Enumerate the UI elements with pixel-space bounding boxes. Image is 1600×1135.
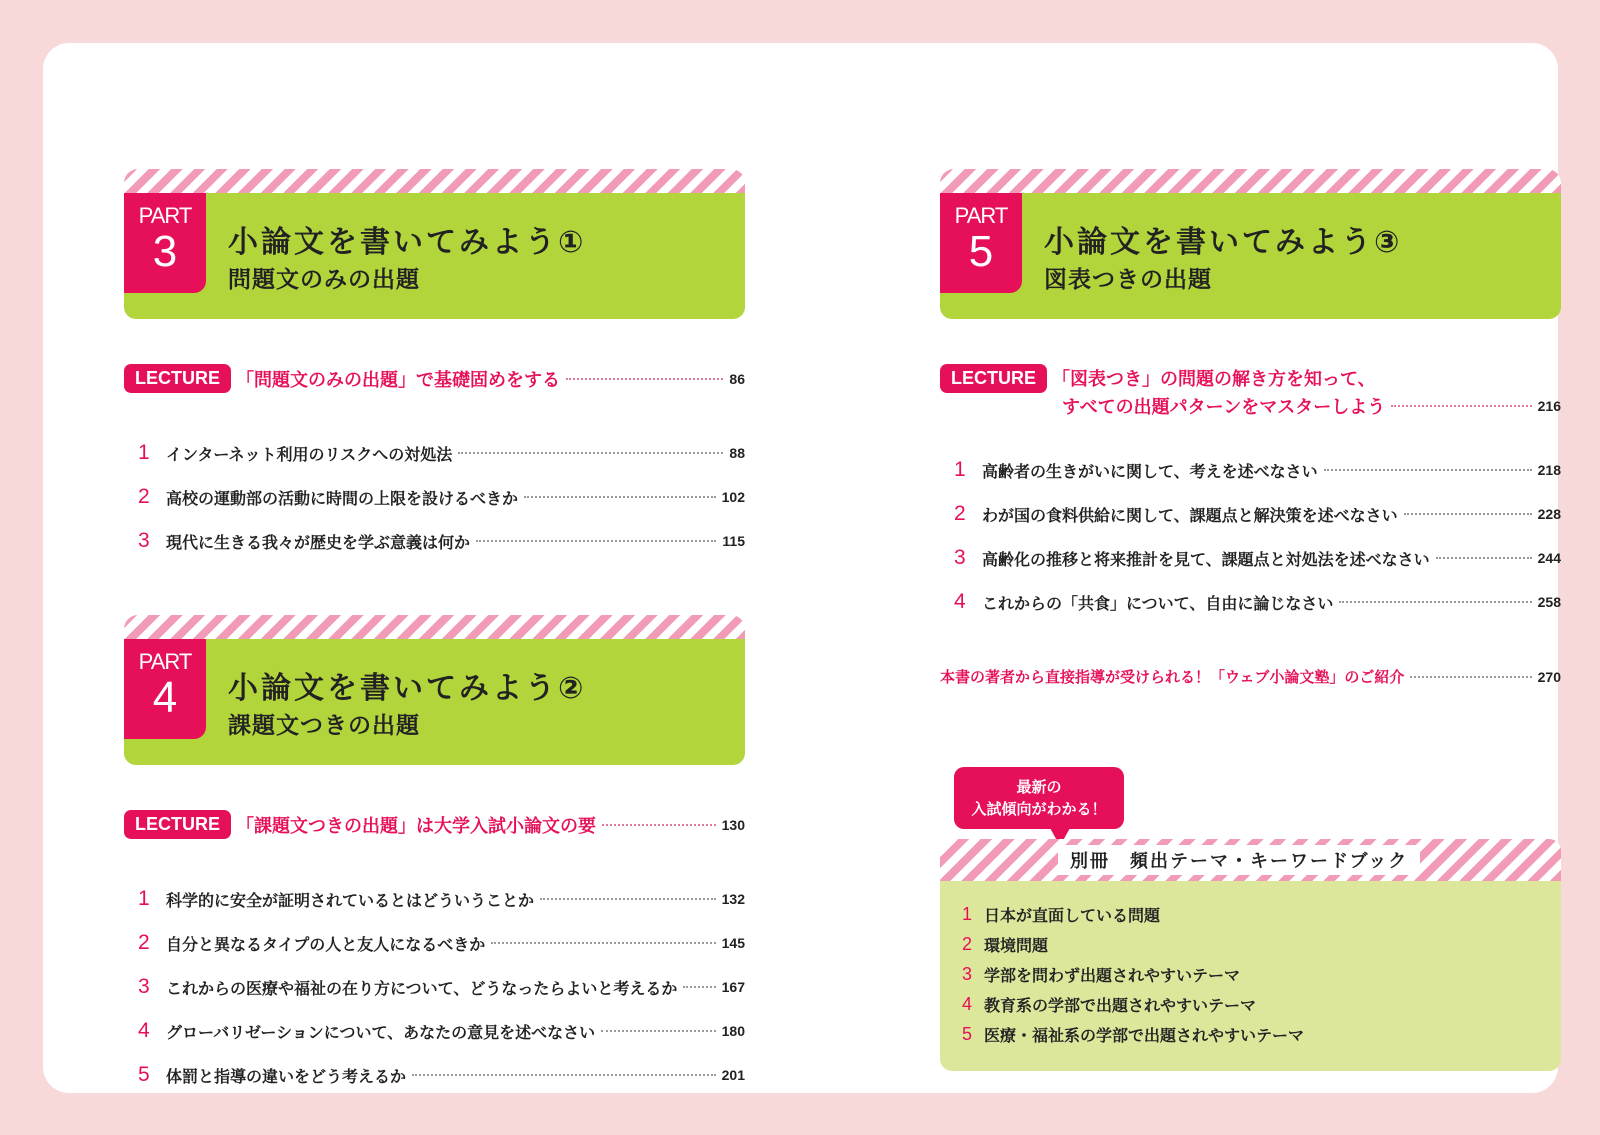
item-number: 1 (138, 441, 150, 464)
lecture-entry[interactable] (124, 810, 745, 839)
part-title: 小論文を書いてみよう③ (1044, 225, 1403, 260)
promo-title: 本書の著者から直接指導が受けられる！「ウェブ小論文塾」のご紹介 (940, 668, 1405, 686)
lecture-badge: LECTURE (124, 810, 231, 839)
item-title: 医療・福祉系の学部で出題されやすいテーマ (984, 1025, 1305, 1045)
striped-band (124, 615, 745, 641)
dotted-leader (524, 496, 716, 498)
part-number: 5 (968, 227, 994, 276)
dotted-leader (601, 1030, 716, 1032)
striped-band (124, 169, 745, 195)
item-number: 4 (962, 993, 973, 1014)
page-number: 102 (721, 489, 745, 505)
book-item[interactable] (940, 959, 1561, 989)
part-tab (124, 639, 206, 739)
item-number: 5 (138, 1063, 150, 1086)
toc-item[interactable] (124, 1009, 745, 1053)
part-tab (124, 193, 206, 293)
page-number: 167 (721, 979, 745, 995)
item-number: 5 (962, 1023, 973, 1044)
item-number: 3 (138, 529, 150, 552)
item-number: 3 (962, 963, 973, 984)
lecture-line (1052, 364, 1561, 392)
book-item[interactable] (940, 1019, 1561, 1049)
item-title: 現代に生きる我々が歴史を学ぶ意義は何か (166, 532, 471, 552)
promo-entry[interactable] (940, 666, 1561, 687)
item-title: これからの「共食」について、自由に論じなさい (982, 593, 1334, 613)
spacer (124, 563, 745, 615)
part-subtitle: 課題文つきの出題 (228, 713, 420, 739)
item-number: 1 (954, 458, 966, 481)
item-title: 自分と異なるタイプの人と友人になるべきか (166, 934, 486, 954)
part-title: 小論文を書いてみよう② (228, 671, 587, 706)
striped-band (940, 169, 1561, 195)
page-number: 216 (1537, 398, 1561, 414)
lecture-title: 「課題文つきの出題」は大学入試小論文の要 (236, 815, 596, 837)
toc-item[interactable] (124, 519, 745, 563)
toc-item[interactable] (124, 475, 745, 519)
lecture-title-line1: 「図表つき」の問題の解き方を知って、 (1052, 369, 1376, 390)
part-subtitle: 問題文のみの出題 (228, 267, 420, 293)
toc-item[interactable] (124, 921, 745, 965)
item-title: 教育系の学部で出題されやすいテーマ (984, 995, 1257, 1015)
book-item[interactable] (940, 989, 1561, 1019)
part4-header (124, 615, 745, 765)
item-title: インターネット利用のリスクへの対処法 (166, 444, 453, 464)
dotted-leader (491, 942, 715, 944)
right-column (940, 169, 1561, 1045)
lecture-line (1052, 392, 1561, 420)
item-title: 体罰と指導の違いをどう考えるか (166, 1066, 407, 1086)
supplement-book-box (940, 839, 1561, 1071)
item-number: 2 (138, 931, 150, 954)
item-title: わが国の食料供給に関して、課題点と解決策を述べなさい (982, 505, 1398, 525)
dotted-leader (566, 378, 723, 380)
part-label: PART (954, 203, 1008, 228)
page-number: 132 (721, 891, 745, 907)
page-number: 270 (1537, 668, 1561, 685)
item-title: 高校の運動部の活動に時間の上限を設けるべきか (166, 488, 519, 508)
toc-item[interactable] (124, 431, 745, 475)
item-title: グローバリゼーションについて、あなたの意見を述べなさい (166, 1022, 596, 1042)
item-number: 2 (962, 933, 973, 954)
part-label: PART (138, 203, 192, 228)
page-number: 258 (1537, 594, 1561, 610)
part-number: 3 (152, 227, 178, 276)
item-title: 日本が直面している問題 (984, 905, 1161, 925)
page-number: 86 (729, 370, 745, 387)
part-label: PART (138, 649, 192, 674)
lecture-entry[interactable] (124, 364, 745, 393)
part3-header (124, 169, 745, 319)
toc-item[interactable] (940, 536, 1561, 580)
speech-bubble (954, 767, 1124, 829)
page-number: 130 (721, 816, 745, 833)
item-number: 2 (138, 485, 150, 508)
item-title: 高齢者の生きがいに関して、考えを述べなさい (982, 461, 1318, 481)
toc-item[interactable] (124, 965, 745, 1009)
dotted-leader (458, 452, 723, 454)
dotted-leader (1404, 513, 1532, 515)
item-title: 学部を問わず出題されやすいテーマ (984, 965, 1241, 985)
toc-item[interactable] (940, 492, 1561, 536)
lecture-entry[interactable] (940, 364, 1561, 420)
dotted-leader (540, 898, 716, 900)
item-number: 4 (954, 590, 966, 613)
bubble-line1: 最新の (1016, 778, 1062, 796)
item-title: 環境問題 (984, 935, 1049, 955)
item-number: 3 (954, 546, 966, 569)
dotted-leader (1339, 601, 1531, 603)
page-number: 88 (729, 445, 745, 461)
item-title: これからの医療や福祉の在り方について、どうなったらよいと考えるか (166, 978, 678, 998)
page-number: 244 (1537, 550, 1561, 566)
item-title: 科学的に安全が証明されているとはどういうことか (166, 890, 535, 910)
toc-item[interactable] (124, 877, 745, 921)
part-tab (940, 193, 1022, 293)
toc-item[interactable] (124, 1053, 745, 1097)
part-subtitle: 図表つきの出題 (1044, 267, 1212, 293)
page-number: 180 (721, 1023, 745, 1039)
item-number: 1 (138, 887, 150, 910)
page-number: 201 (721, 1067, 745, 1083)
part5-header (940, 169, 1561, 319)
item-title: 高齢化の推移と将来推計を見て、課題点と対処法を述べなさい (982, 549, 1430, 569)
book-item[interactable] (940, 899, 1561, 929)
page-number: 115 (722, 533, 745, 549)
lecture-lines (1052, 364, 1561, 420)
page-number: 218 (1537, 462, 1561, 478)
left-column (124, 169, 745, 1097)
part-number: 4 (152, 673, 178, 722)
part-title: 小論文を書いてみよう① (228, 225, 587, 260)
striped-band (940, 839, 1561, 881)
toc-page (43, 43, 1561, 1093)
dotted-leader (1324, 469, 1532, 471)
item-number: 3 (138, 975, 150, 998)
dotted-leader (683, 986, 715, 988)
lecture-badge: LECTURE (124, 364, 231, 393)
dotted-leader (1436, 557, 1532, 559)
lecture-badge: LECTURE (940, 364, 1047, 393)
dotted-leader (1410, 676, 1531, 678)
dotted-leader (1391, 405, 1531, 407)
dotted-leader (412, 1074, 716, 1076)
lecture-title: 「問題文のみの出題」で基礎固めをする (236, 369, 560, 391)
page-number: 145 (721, 935, 745, 951)
toc-item[interactable] (940, 580, 1561, 624)
bubble-line2: 入試傾向がわかる！ (971, 800, 1107, 818)
toc-item[interactable] (940, 448, 1561, 492)
book-title: 別冊 頻出テーマ・キーワードブック (1058, 845, 1420, 875)
item-number: 2 (954, 502, 966, 525)
item-number: 4 (138, 1019, 150, 1042)
item-number: 1 (962, 903, 973, 924)
book-list (940, 881, 1561, 1071)
dotted-leader (476, 540, 716, 542)
book-item[interactable] (940, 929, 1561, 959)
lecture-title-line2: すべての出題パターンをマスターしよう (1062, 397, 1386, 418)
dotted-leader (602, 824, 716, 826)
page-number: 228 (1537, 506, 1561, 522)
